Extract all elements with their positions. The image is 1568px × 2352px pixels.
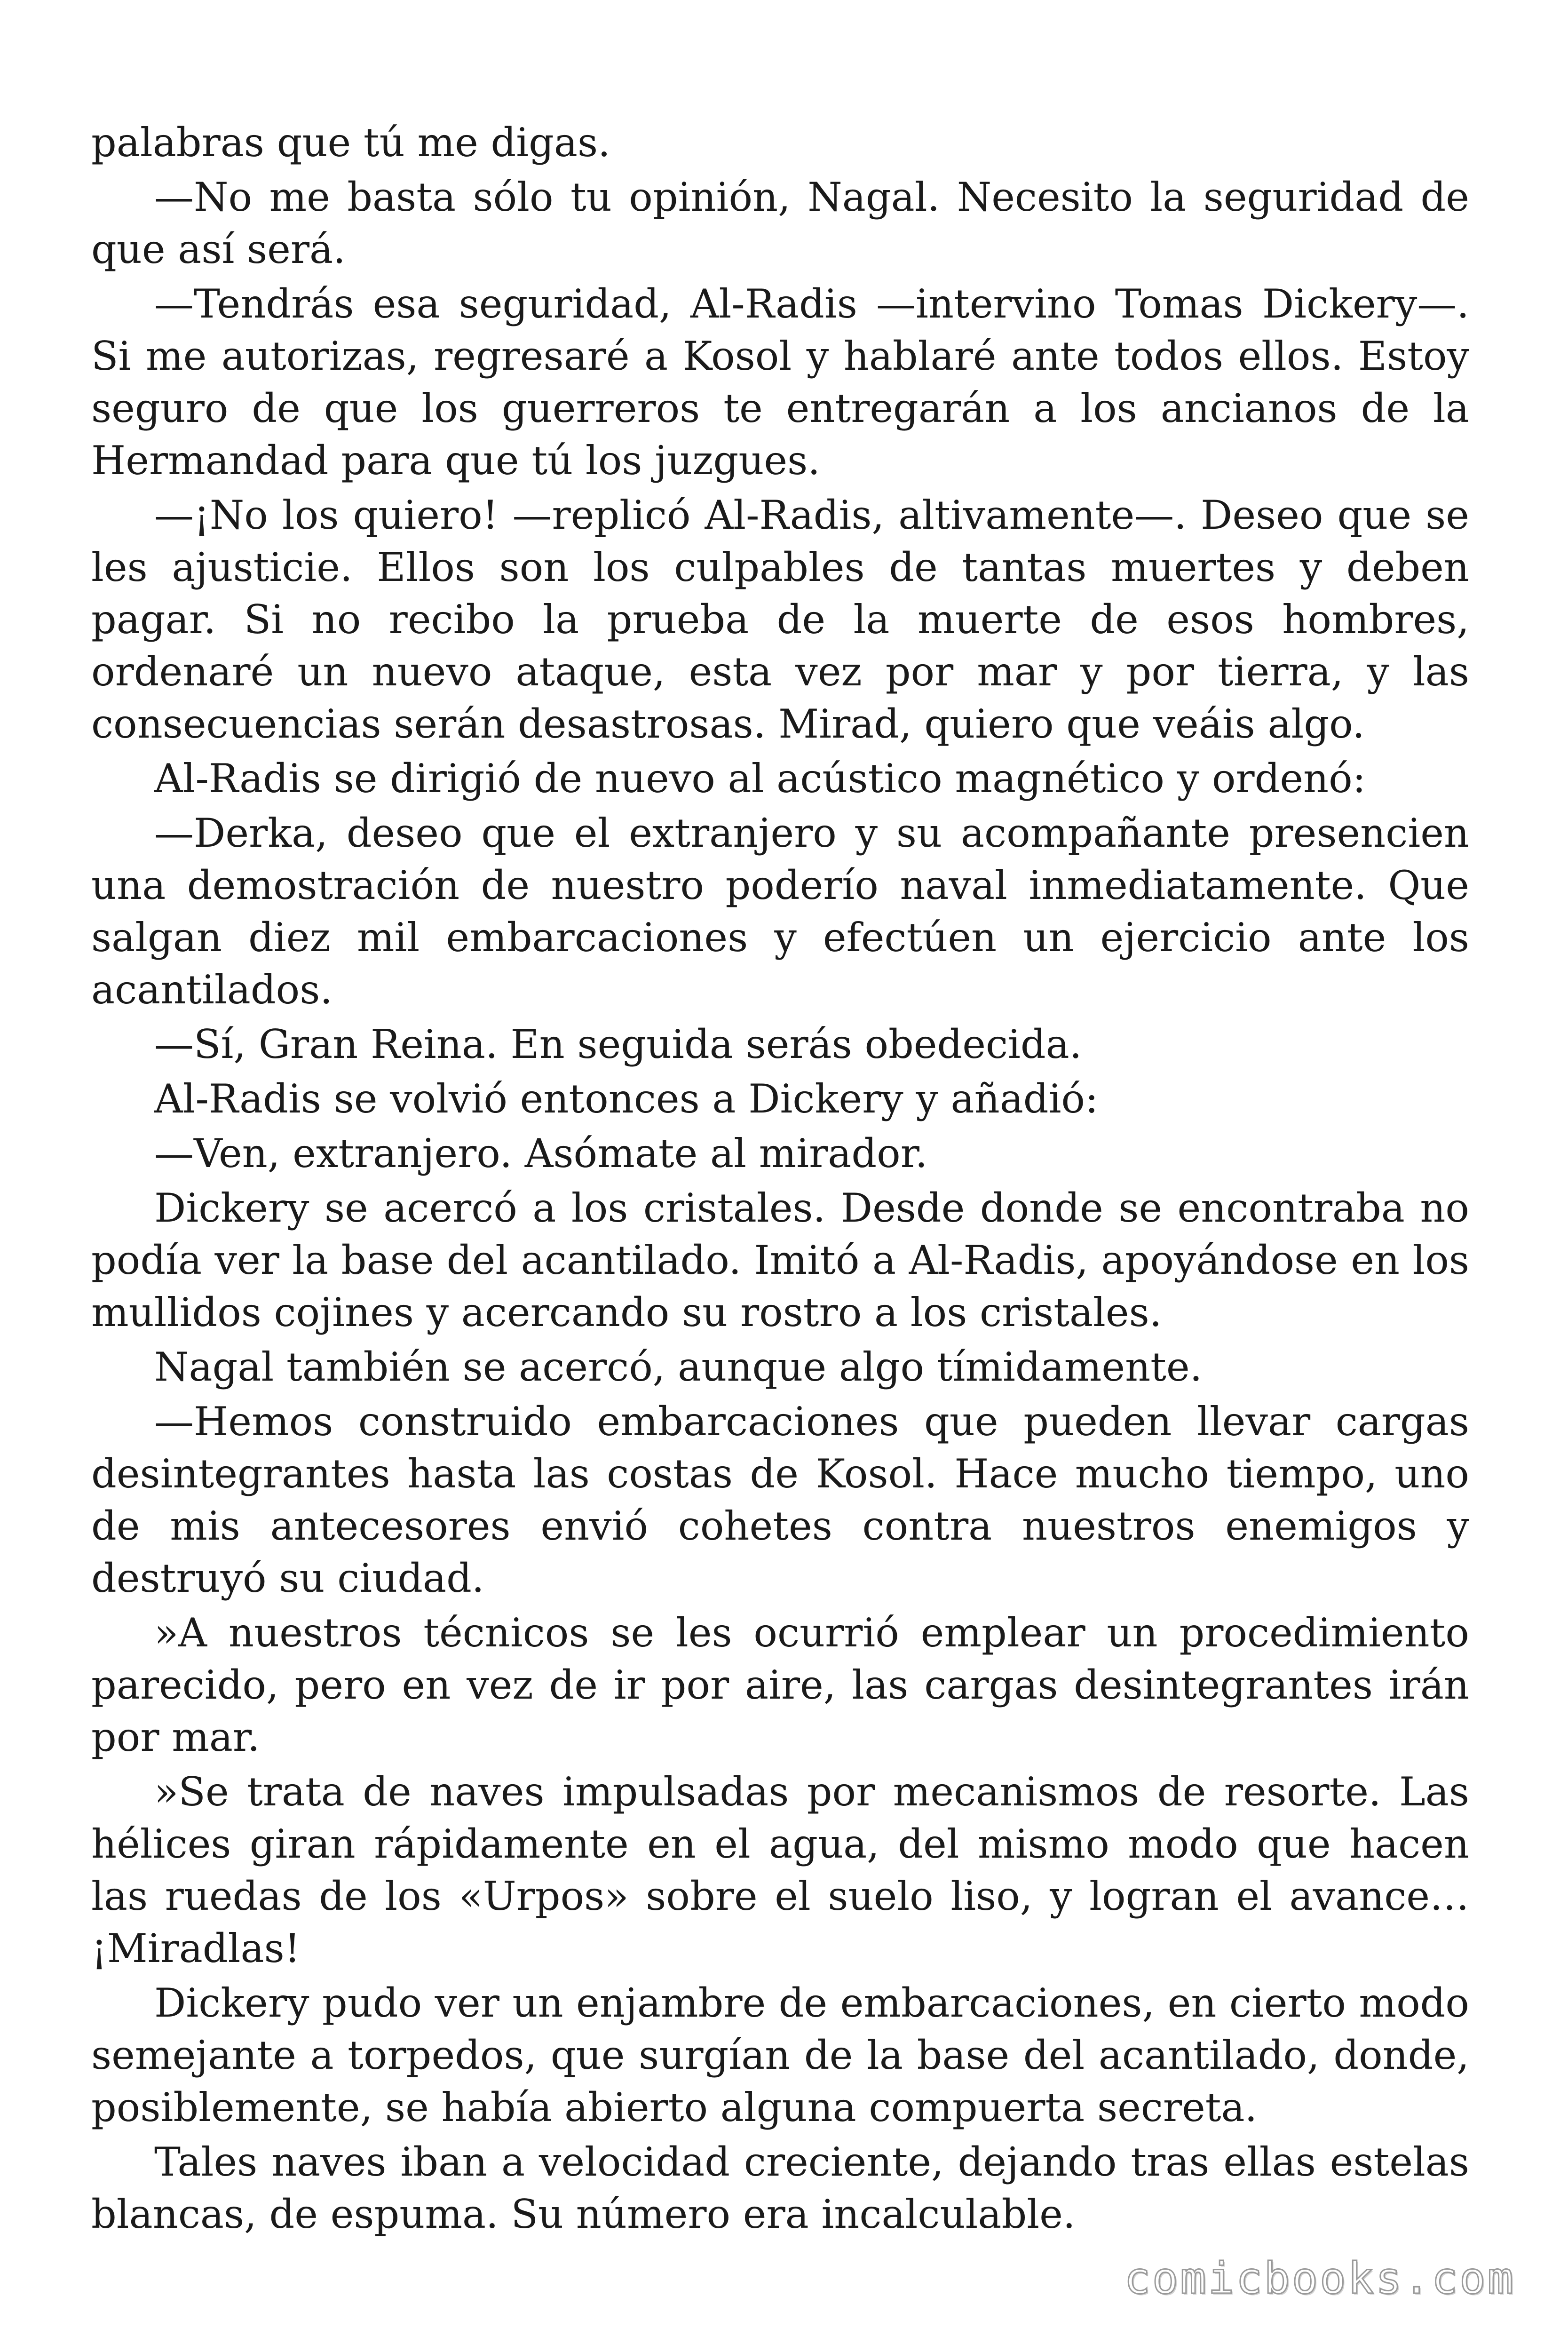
paragraph: —No me basta sólo tu opinión, Nagal. Necesito la seguridad de que así será. — [91, 174, 1469, 272]
paragraph: Dickery se acercó a los cristales. Desde donde se encontraba no podía ver la base del acantilado. Imitó a Al-Radis, apoyándose en los mullidos cojines y acercando su rostro a los cristales. — [91, 1185, 1469, 1335]
paragraph: »A nuestros técnicos se les ocurrió emplear un procedimiento parecido, pero en vez de ir por aire, las cargas desintegrantes irán por mar. — [91, 1610, 1469, 1760]
body-text — [91, 117, 1469, 2243]
paragraph: —Derka, deseo que el extranjero y su acompañante presencien una demostración de nuestro poderío naval inmediatamente. Que salgan diez mil embarcaciones y efectúen un ejercicio ante los acantilados. — [91, 810, 1469, 1013]
paragraph: Al-Radis se volvió entonces a Dickery y añadió: — [154, 1076, 1099, 1122]
paragraph: Tales naves iban a velocidad creciente, dejando tras ellas estelas blancas, de espuma. Su número era incalculable. — [91, 2139, 1469, 2237]
paragraph: —¡No los quiero! —replicó Al-Radis, altivamente—. Deseo que se les ajusticie. Ellos son los culpables de tantas muertes y deben pagar. Si no recibo la prueba de la muerte de esos hombres, ordenaré un nuevo ataque, esta vez por mar y por tierra, y las consecuencias serán desastrosas. Mirad, quiero que veáis algo. — [91, 492, 1469, 747]
paragraph-continuation: palabras que tú me digas. — [91, 119, 610, 166]
paragraph: Dickery pudo ver un enjambre de embarcaciones, en cierto modo semejante a torpedos, que surgían de la base del acantilado, donde, posiblemente, se había abierto alguna compuerta secreta. — [91, 1980, 1469, 2130]
paragraph: —Hemos construido embarcaciones que pueden llevar cargas desintegrantes hasta las costas de Kosol. Hace mucho tiempo, uno de mis antecesores envió cohetes contra nuestros enemigos y destruyó su ciudad. — [91, 1398, 1469, 1601]
paragraph: »Se trata de naves impulsadas por mecanismos de resorte. Las hélices giran rápidamente en el agua, del mismo modo que hacen las ruedas de los «Urpos» sobre el suelo liso, y logran el avance… ¡Miradlas! — [91, 1769, 1469, 1971]
watermark: comicbooks.com — [1124, 2253, 1515, 2304]
paragraph: Nagal también se acercó, aunque algo tímidamente. — [154, 1344, 1203, 1390]
paragraph: —Sí, Gran Reina. En seguida serás obedecida. — [154, 1021, 1082, 1067]
paragraph: —Ven, extranjero. Asómate al mirador. — [154, 1130, 928, 1176]
paragraph: Al-Radis se dirigió de nuevo al acústico magnético y ordenó: — [154, 755, 1366, 802]
paragraph: —Tendrás esa seguridad, Al-Radis —intervino Tomas Dickery—. Si me autorizas, regresaré a Kosol y hablaré ante todos ellos. Estoy seguro de que los guerreros te entregarán a los ancianos de la Hermandad para que tú los juzgues. — [91, 281, 1469, 484]
